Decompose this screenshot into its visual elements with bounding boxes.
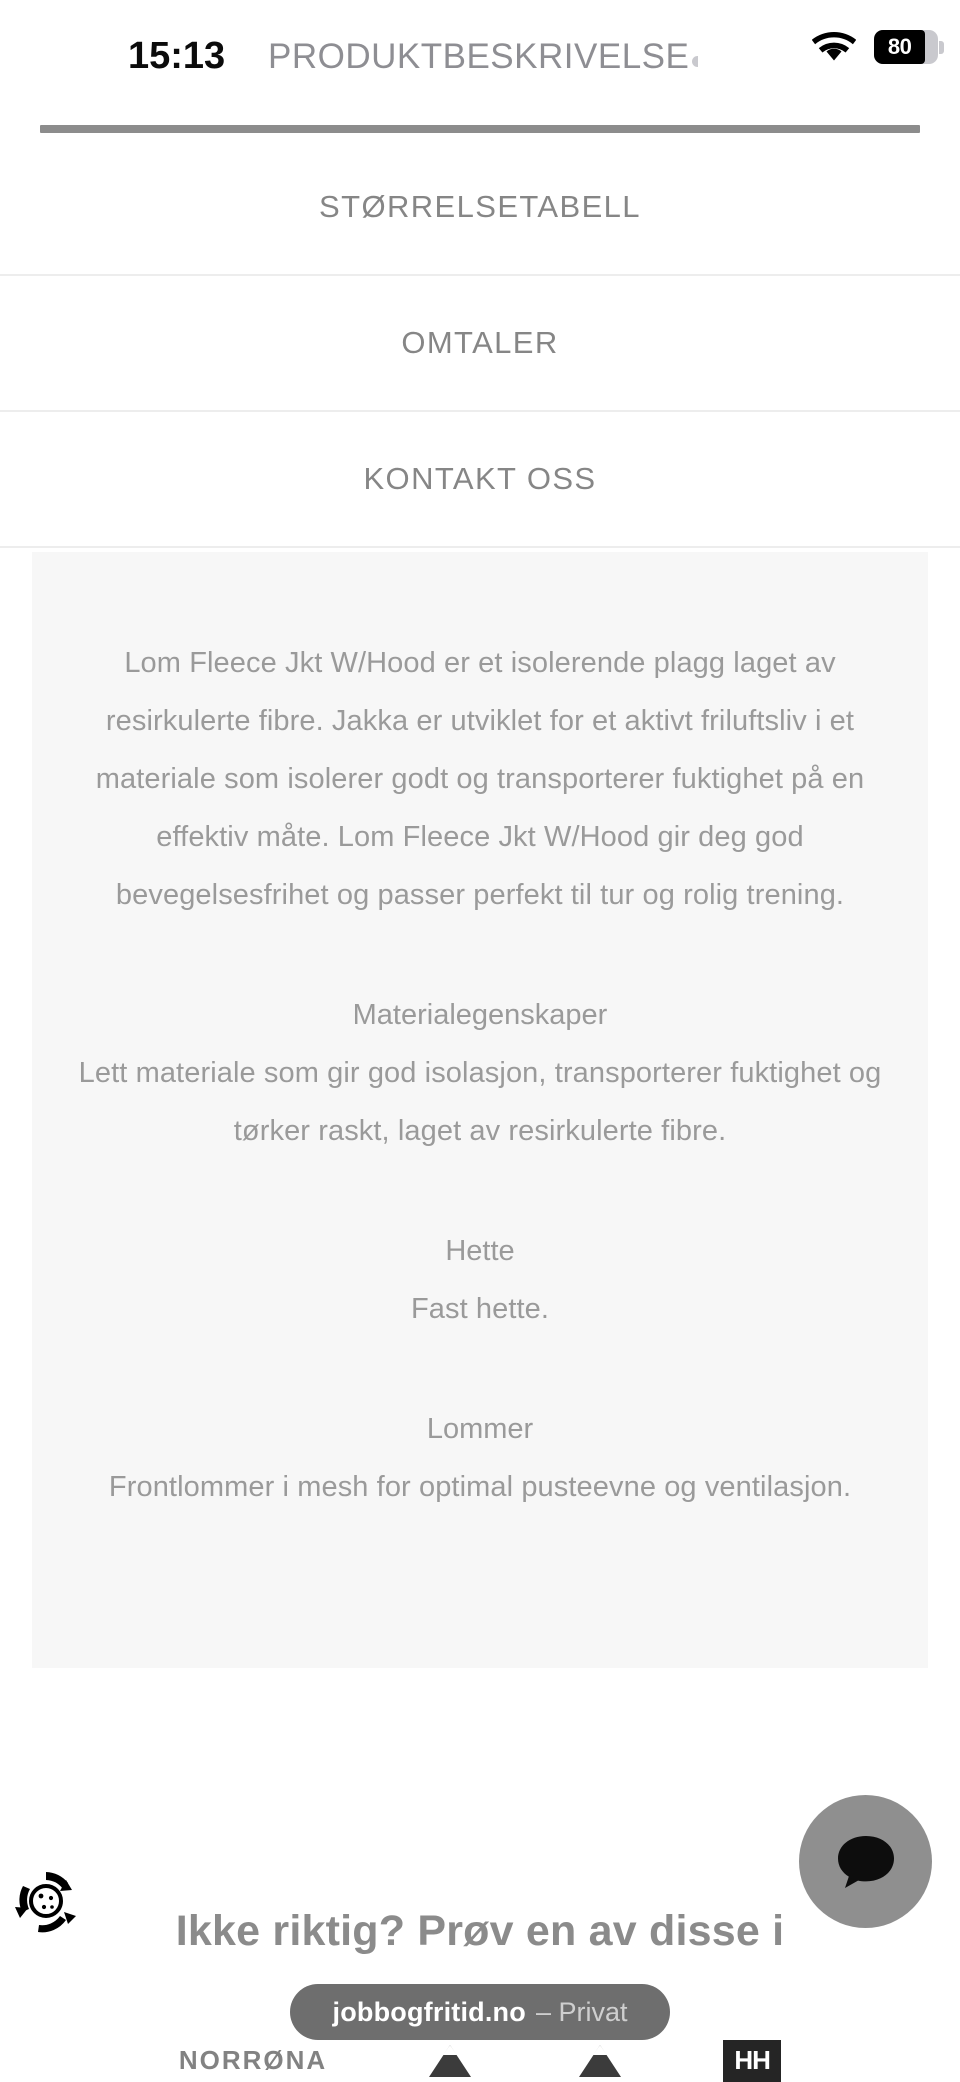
accordion-tab-storrelsetabell[interactable] (0, 140, 960, 276)
battery-level-label: 80 (887, 34, 912, 59)
browser-page-title: PRODUKTBESKRIVELSE (268, 37, 690, 76)
accordion-tab-label: STØRRELSETABELL (319, 189, 641, 224)
browser-page-title-wrap (268, 36, 698, 78)
brand-logo-mountain-b-icon[interactable] (573, 2041, 627, 2081)
url-domain-label: jobbogfritid.no (332, 1996, 526, 2027)
status-indicators (812, 30, 938, 64)
footer-brand-logos (0, 2040, 960, 2081)
accordion-tab-omtaler[interactable] (0, 276, 960, 412)
url-private-mode-label: – Privat (535, 1996, 628, 2027)
title-ellipsis-icon (692, 56, 698, 67)
battery-icon (874, 30, 938, 64)
accordion-tab-label: KONTAKT OSS (363, 461, 597, 496)
description-section-hette (74, 1222, 886, 1338)
accordion-tab-kontakt-oss[interactable] (0, 412, 960, 548)
product-description-panel (32, 552, 928, 1668)
description-section-heading: Materialegenskaper (352, 999, 608, 1031)
description-section-body: Frontlommer i mesh for optimal pusteevne og ventilasjon. (108, 1471, 852, 1503)
chat-widget-button[interactable] (799, 1795, 932, 1928)
cookie-consent-icon[interactable] (10, 1862, 82, 1940)
status-clock: 15:13 (128, 35, 226, 77)
description-section-body: Fast hette. (410, 1293, 550, 1325)
page-load-progress-bar (40, 125, 920, 133)
brand-logo-hh[interactable]: HH (723, 2040, 781, 2082)
status-bar (0, 0, 960, 112)
accordion-tab-label: OMTALER (401, 325, 559, 360)
accordion-tab-list (0, 140, 960, 548)
description-intro-paragraph: Lom Fleece Jkt W/Hood er et isolerende plagg laget av resirkulerte fibre. Jakka er utviklet for et aktivt friluftsliv i et materiale som isolerer godt og transporterer fuktighet på en effektiv måte. Lom Fleece Jkt W/Hood gir deg god bevegelsesfrihet og passer perfekt til tur og rolig trening. (95, 647, 865, 911)
brand-logo-mountain-a-icon[interactable] (423, 2041, 477, 2081)
browser-url-bar[interactable] (290, 1984, 670, 2040)
chat-bubble-icon (835, 1832, 897, 1892)
wifi-icon (812, 30, 856, 64)
description-section-heading: Hette (445, 1235, 515, 1267)
brand-logo-norrona[interactable]: NORRØNA (178, 2045, 328, 2075)
description-section-lommer (74, 1400, 886, 1516)
description-section-heading: Lommer (426, 1413, 534, 1445)
description-section-body: Lett materiale som gir god isolasjon, transporterer fuktighet og tørker raskt, laget av resirkulerte fibre. (78, 1057, 882, 1147)
footer-headline: Ikke riktig? Prøv en av disse i (175, 1907, 785, 1955)
description-section-materialegenskaper (74, 986, 886, 1160)
